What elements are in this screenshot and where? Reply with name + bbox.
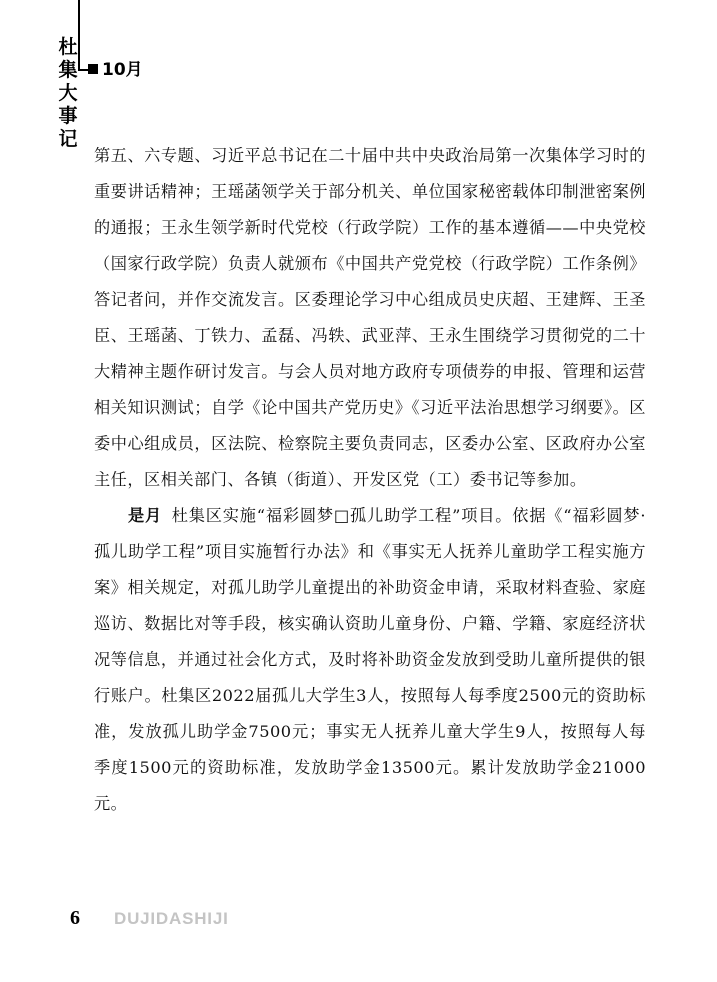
body-text — [94, 138, 646, 822]
footer-label: DUJIDASHIJI — [114, 909, 229, 928]
month-label: 10月 — [102, 60, 143, 80]
entry-paragraph — [94, 498, 646, 822]
entry-date: 是月 — [128, 506, 163, 525]
side-title-char: 记 — [58, 128, 78, 150]
side-title-char: 集 — [58, 59, 78, 81]
side-title-char: 大 — [58, 82, 78, 104]
page-number: 6 — [70, 907, 80, 929]
entry-text: 杜集区实施“福彩圆梦□孤儿助学工程”项目。依据《“福彩圆梦·孤儿助学工程”项目实施暂行办法》和《事实无人抚养儿童助学工程实施方案》相关规定，对孤儿助学儿童提出的补助资金申请，采取材料查验、家庭巡访、数据比对等手段，核实确认资助儿童身份、户籍、学籍、家庭经济状况等信息，并通过社会化方式，及时将补助资金发放到受助儿童所提供的银行账户。杜集区2022届孤儿大学生3人，按照每人每季度2500元的资助标准，发放孤儿助学金7500元；事实无人抚养儿童大学生9人，按照每人每季度1500元的资助标准，发放助学金13500元。累计发放助学金21000元。 — [94, 506, 647, 813]
paragraph-continuation: 第五、六专题、习近平总书记在二十届中共中央政治局第一次集体学习时的重要讲话精神；王瑶菡领学关于部分机关、单位国家秘密载体印制泄密案例的通报；王永生领学新时代党校（行政学院）工作的基本遵循——中央党校（国家行政学院）负责人就颁布《中国共产党党校（行政学院）工作条例》答记者问，并作交流发言。区委理论学习中心组成员史庆超、王建辉、王圣臣、王瑶菡、丁铁力、孟磊、冯轶、武亚萍、王永生围绕学习贯彻党的二十大精神主题作研讨发言。与会人员对地方政府专项债券的申报、管理和运营相关知识测试；自学《论中国共产党历史》《习近平法治思想学习纲要》。区委中心组成员，区法院、检察院主要负责同志，区委办公室、区政府办公室主任，区相关部门、各镇（街道）、开发区党（工）委书记等参加。 — [94, 146, 646, 489]
month-marker-square — [88, 64, 98, 74]
header-horizontal-rule — [78, 69, 88, 71]
side-title-char: 杜 — [58, 36, 78, 58]
side-title-char: 事 — [58, 105, 78, 127]
header-vertical-rule — [78, 0, 80, 70]
side-title — [57, 36, 79, 151]
